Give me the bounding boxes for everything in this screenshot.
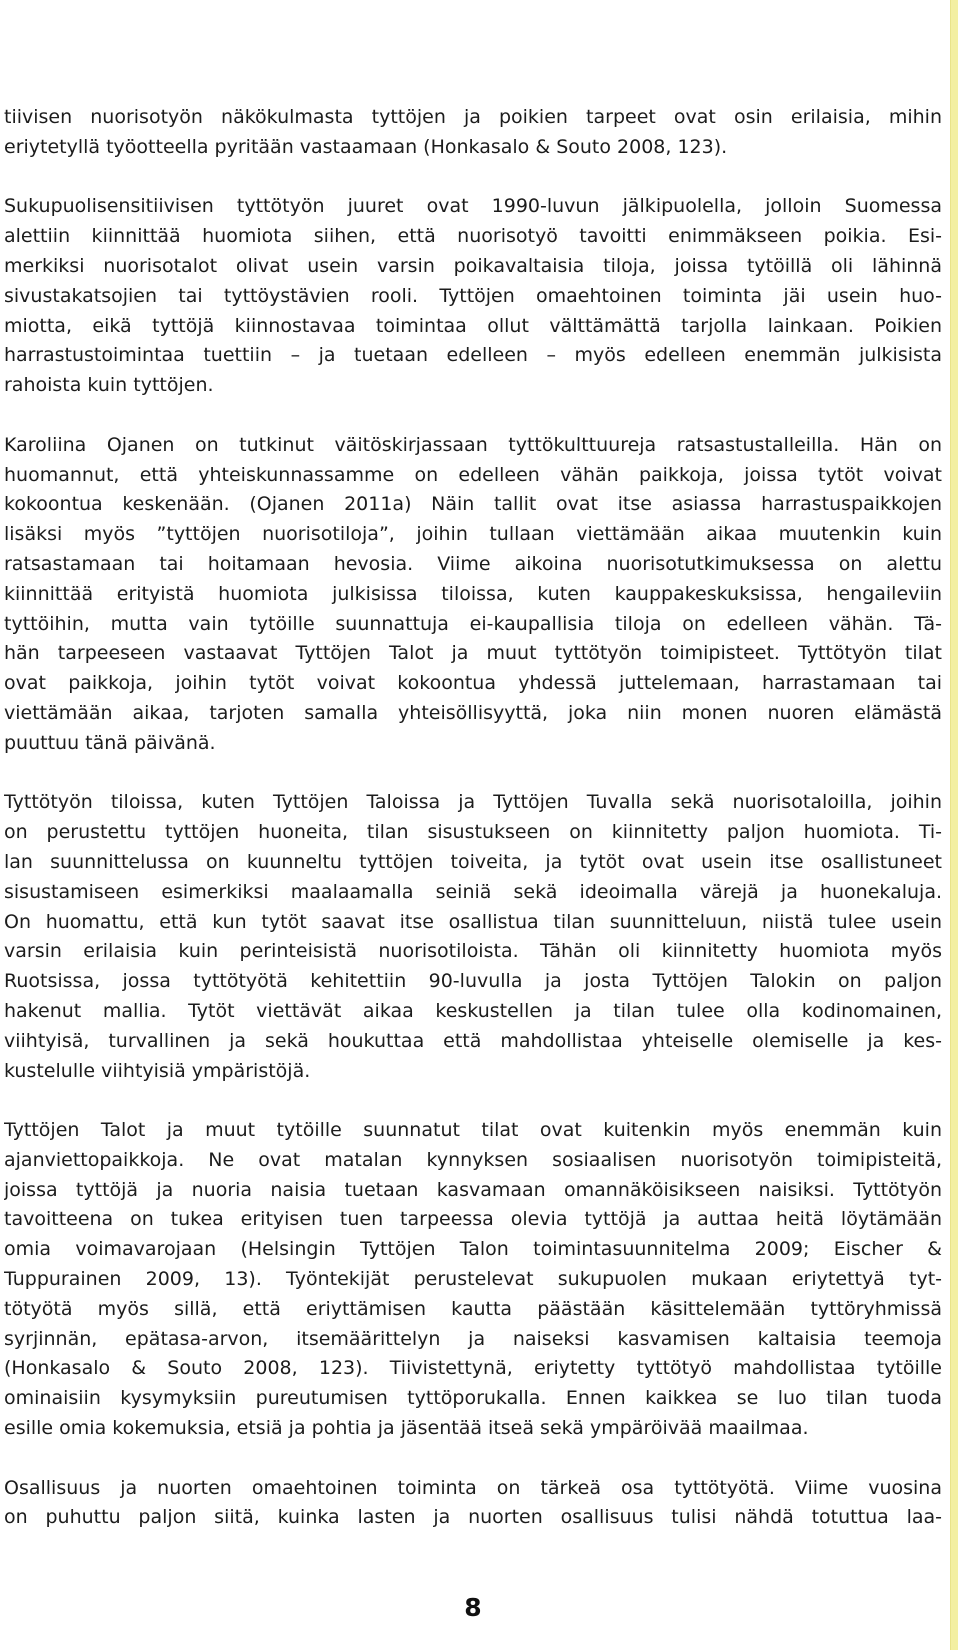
text-line: kustelulle viihtyisiä ympäristöjä.	[4, 1059, 311, 1082]
text-line: tavoitteena on tukea erityisen tuen tarpeessa olevia tyttöjä ja auttaa heitä löytämään	[4, 1208, 942, 1231]
text-line: viihtyisä, turvallinen ja sekä houkuttaa että mahdollistaa yhteiselle olemiselle ja kes-	[4, 1029, 942, 1052]
text-line: Sukupuolisensitiivisen tyttötyön juuret ovat 1990-luvun jälkipuolella, jolloin Suomessa	[4, 195, 942, 218]
text-line: Tyttötyön tiloissa, kuten Tyttöjen Taloissa ja Tyttöjen Tuvalla sekä nuorisotaloilla, joihin	[4, 791, 942, 814]
text-line: syrjinnän, epätasa-arvon, itsemäärittelyn ja naiseksi kasvamisen kaltaisia teemoja	[4, 1327, 942, 1350]
text-line: (Honkasalo & Souto 2008, 123). Tiivistettynä, eriytetty tyttötyö mahdollistaa tytöille	[4, 1357, 942, 1380]
text-line: puuttuu tänä päivänä.	[4, 731, 216, 754]
text-line: alettiin kiinnittää huomiota siihen, että nuorisotyö tavoitti enimmäkseen poikia. Esi-	[4, 225, 942, 248]
text-line: eriytetyllä työotteella pyritään vastaamaan (Honkasalo & Souto 2008, 123).	[4, 135, 728, 158]
text-line: sivustakatsojien tai tyttöystävien rooli. Tyttöjen omaehtoinen toiminta jäi usein huo-	[4, 284, 942, 307]
text-line: ominaisiin kysymyksiin pureutumisen tyttöporukalla. Ennen kaikkea se luo tilan tuoda	[4, 1387, 942, 1410]
text-line: kokoontua keskenään. (Ojanen 2011a) Näin tallit ovat itse asiassa harrastuspaikkojen	[4, 493, 942, 516]
text-line: harrastustoimintaa tuettiin – ja tuetaan edelleen – myös edelleen enemmän julkisista	[4, 344, 942, 367]
text-line: esille omia kokemuksia, etsiä ja pohtia ja jäsentää itseä sekä ympäröivää maailmaa.	[4, 1417, 809, 1440]
page-body	[4, 103, 942, 1563]
text-line: Tuppurainen 2009, 13). Työntekijät perustelevat sukupuolen mukaan eriytettyä tyt-	[4, 1268, 942, 1291]
paragraph	[4, 1116, 942, 1444]
paragraph	[4, 431, 942, 759]
edge-stripe	[950, 0, 958, 1650]
text-line: hakenut mallia. Tytöt viettävät aikaa keskustellen ja tilan tulee olla kodinomainen,	[4, 999, 942, 1022]
paragraph	[4, 103, 942, 163]
text-line: Tyttöjen Talot ja muut tytöille suunnatut tilat ovat kuitenkin myös enemmän kuin	[4, 1119, 942, 1142]
text-line: lisäksi myös ”tyttöjen nuorisotiloja”, joihin tullaan viettämään aikaa muutenkin kuin	[4, 523, 942, 546]
text-line: viettämään aikaa, tarjoten samalla yhteisöllisyyttä, joka niin monen nuoren elämästä	[4, 701, 942, 724]
text-line: tyttöihin, mutta vain tytöille suunnattuja ei-kaupallisia tiloja on edelleen vähän. Tä-	[4, 612, 942, 635]
text-line: kiinnittää erityistä huomiota julkisissa tiloissa, kuten kauppakeskuksissa, hengaileviin	[4, 582, 942, 605]
text-line: varsin erilaisia kuin perinteisistä nuorisotiloista. Tähän oli kiinnitetty huomiota myös	[4, 940, 942, 963]
paragraph	[4, 1474, 942, 1534]
text-line: hän tarpeeseen vastaavat Tyttöjen Talot ja muut tyttötyön toimipisteet. Tyttötyön tilat	[4, 642, 942, 665]
text-line: On huomattu, että kun tytöt saavat itse osallistua tilan suunnitteluun, niistä tulee usein	[4, 910, 942, 933]
text-line: ratsastamaan tai hoitamaan hevosia. Viime aikoina nuorisotutkimuksessa on alettu	[4, 552, 942, 575]
paragraph	[4, 788, 942, 1086]
text-line: Karoliina Ojanen on tutkinut väitöskirjassaan tyttökulttuureja ratsastustalleilla. Hän on	[4, 433, 942, 456]
text-line: sisustamiseen esimerkiksi maalaamalla seiniä sekä ideoimalla värejä ja huonekaluja.	[4, 880, 942, 903]
text-line: Osallisuus ja nuorten omaehtoinen toiminta on tärkeä osa tyttötyötä. Viime vuosina	[4, 1476, 942, 1499]
text-line: on puhuttu paljon siitä, kuinka lasten ja nuorten osallisuus tulisi nähdä totuttua laa-	[4, 1506, 942, 1529]
text-line: ovat paikkoja, joihin tytöt voivat kokoontua yhdessä juttelemaan, harrastamaan tai	[4, 672, 942, 695]
text-line: ajanviettopaikkoja. Ne ovat matalan kynnyksen sosiaalisen nuorisotyön toimipisteitä,	[4, 1148, 942, 1171]
page-number: 8	[464, 1593, 482, 1622]
text-line: huomannut, että yhteiskunnassamme on edelleen vähän paikkoja, joissa tytöt voivat	[4, 463, 942, 486]
text-line: on perustettu tyttöjen huoneita, tilan sisustukseen on kiinnitetty paljon huomiota. Ti-	[4, 821, 942, 844]
text-line: omia voimavarojaan (Helsingin Tyttöjen Talon toimintasuunnitelma 2009; Eischer &	[4, 1238, 942, 1261]
text-line: Ruotsissa, jossa tyttötyötä kehitettiin 90-luvulla ja josta Tyttöjen Talokin on paljon	[4, 970, 942, 993]
text-line: rahoista kuin tyttöjen.	[4, 374, 214, 397]
text-line: tötyötä myös sillä, että eriyttämisen kautta päästään käsittelemään tyttöryhmissä	[4, 1297, 942, 1320]
text-line: lan suunnittelussa on kuunneltu tyttöjen toiveita, ja tytöt ovat usein itse osallistuneet	[4, 850, 942, 873]
paragraph	[4, 192, 942, 401]
text-line: tiivisen nuorisotyön näkökulmasta tyttöjen ja poikien tarpeet ovat osin erilaisia, mihin	[4, 106, 942, 128]
text-line: miotta, eikä tyttöjä kiinnostavaa toimintaa ollut välttämättä tarjolla lainkaan. Poikien	[4, 314, 942, 337]
text-line: joissa tyttöjä ja nuoria naisia tuetaan kasvamaan omannäköisikseen naisiksi. Tyttötyön	[4, 1178, 942, 1201]
text-line: merkiksi nuorisotalot olivat usein varsin poikavaltaisia tiloja, joissa tytöillä oli lähinnä	[4, 254, 942, 277]
